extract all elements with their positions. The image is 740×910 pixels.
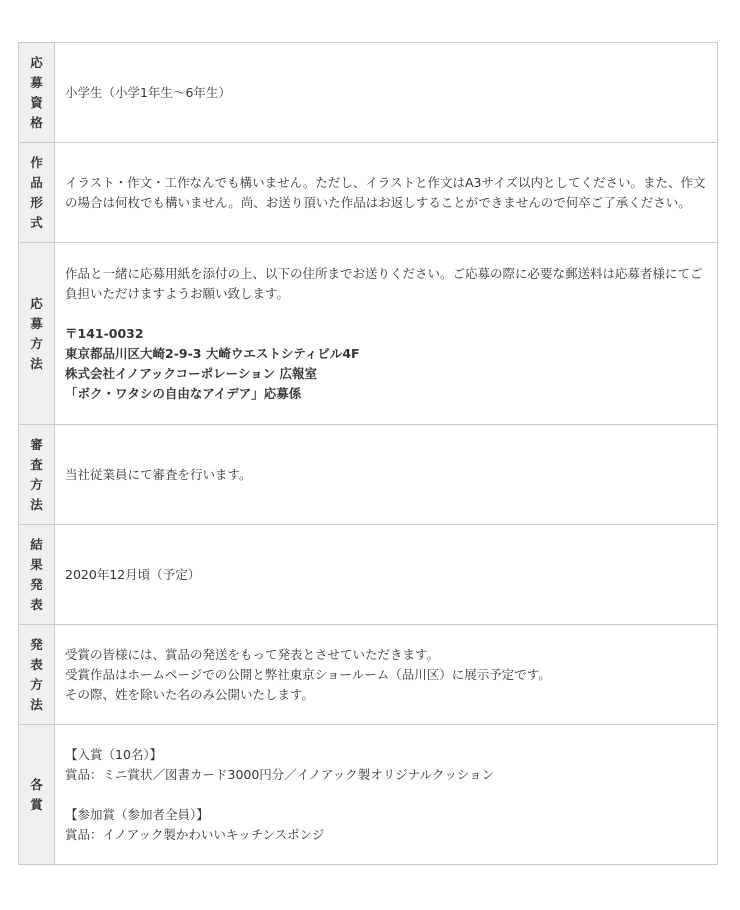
address-line: 〒141-0032 [65, 325, 144, 341]
row-label-text: 応 募 方 法 [30, 295, 43, 371]
content-line: 受賞の皆様には、賞品の発送をもって発表とさせていただきます。 [65, 646, 440, 662]
row-label-text: 各 賞 [30, 776, 43, 812]
row-label [19, 625, 55, 725]
content-line: 【参加賞（参加者全員）】 [65, 806, 209, 822]
row-label [19, 243, 55, 425]
paragraph-gap [65, 304, 707, 324]
recruitment-guidelines [18, 42, 718, 865]
row-label-text: 発 表 方 法 [30, 636, 43, 712]
content-line: 作品と一緒に応募用紙を添付の上、以下の住所までお送りください。ご応募の際に必要な郵送料は応募者様にてご負担いただけますようお願い致します。 [65, 265, 703, 301]
content-line: 小学生（小学1年生〜6年生） [65, 84, 231, 100]
row-content [55, 425, 718, 525]
content-line: 【入賞（10名）】 [65, 746, 163, 762]
row-content [55, 625, 718, 725]
table-row [19, 525, 718, 625]
row-label-text: 応 募 資 格 [30, 54, 43, 130]
row-content [55, 725, 718, 865]
row-content [55, 143, 718, 243]
table-row [19, 43, 718, 143]
row-content [55, 43, 718, 143]
row-label [19, 725, 55, 865]
row-label [19, 525, 55, 625]
row-label [19, 143, 55, 243]
address-line: 東京都品川区大崎2-9-3 大崎ウエストシティビル4F [65, 345, 360, 361]
guidelines-table [18, 42, 718, 865]
content-line: 賞品：ミニ賞状／図書カード3000円分／イノアック製オリジナルクッション [65, 766, 495, 782]
row-label-text: 結 果 発 表 [30, 536, 43, 612]
content-line: 当社従業員にて審査を行います。 [65, 466, 252, 482]
address-line: 「ボク・ワタシの自由なアイデア」応募係 [65, 385, 302, 401]
table-row [19, 143, 718, 243]
row-content [55, 243, 718, 425]
content-line: 2020年12月頃（予定） [65, 566, 201, 582]
row-label [19, 425, 55, 525]
content-line: 賞品：イノアック製かわいいキッチンスポンジ [65, 826, 325, 842]
address-line: 株式会社イノアックコーポレーション 広報室 [65, 365, 317, 381]
row-label-text: 作 品 形 式 [30, 154, 43, 230]
table-row [19, 243, 718, 425]
table-row [19, 425, 718, 525]
paragraph-gap [65, 785, 707, 805]
table-row [19, 625, 718, 725]
row-content [55, 525, 718, 625]
row-label [19, 43, 55, 143]
content-line: イラスト・作文・工作なんでも構いません。ただし、イラストと作文はA3サイズ以内としてください。また、作文の場合は何枚でも構いません。尚、お送り頂いた作品はお返しすることができませんので何卒ご了承ください。 [65, 174, 706, 210]
content-line: 受賞作品はホームページでの公開と弊社東京ショールーム（品川区）に展示予定です。 [65, 666, 551, 682]
table-row [19, 725, 718, 865]
content-line: その際、姓を除いた名のみ公開いたします。 [65, 686, 315, 702]
row-label-text: 審 査 方 法 [30, 436, 43, 512]
